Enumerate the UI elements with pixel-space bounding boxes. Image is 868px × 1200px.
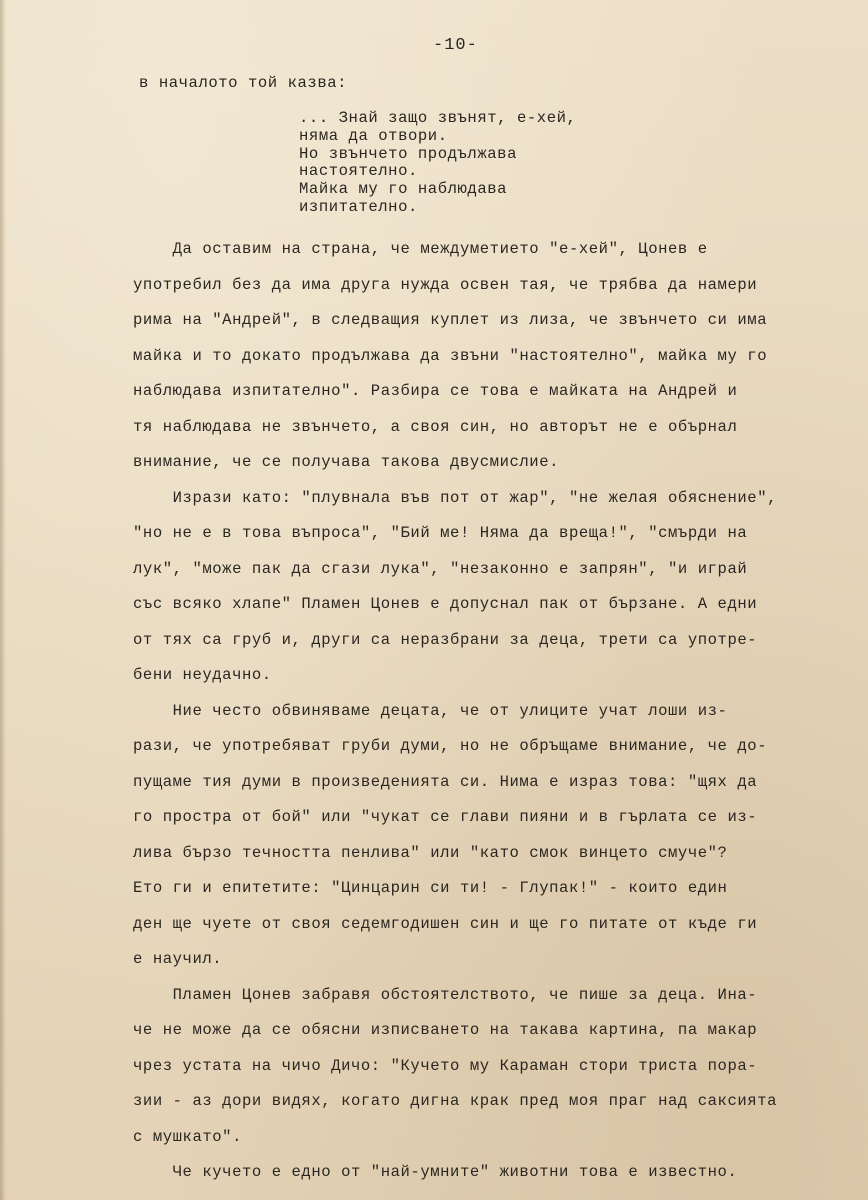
body-line: го простра от бой" или "чукат се глави пияни и в гърлата се из- [133,808,758,826]
body-line: майка и то докато продължава да звъни "настоятелно", майка му го [133,346,768,365]
body-line: пущаме тия думи в произведенията си. Нима е израз това: "щях да [133,772,758,791]
body-line: наблюдава изпитателно". Разбира се това е майката на Андрей и [133,382,738,400]
body-line: ден ще чуете от своя седемгодишен син и ще го питате от къде ги [133,914,758,933]
body-line: е научил. [133,950,223,968]
body-line: Пламен Цонев забравя обстоятелството, че пише за деца. Ина- [133,985,758,1004]
page-number: -10- [433,36,478,55]
poem-quote [299,110,576,217]
body-line: "но не е в това въпроса", "Бий ме! Няма да вреща!", "смърди на [133,524,748,542]
body-line: Ние често обвиняваме децата, че от улиците учат лоши из- [133,701,728,720]
body-line: Че кучето е едно от "най-умните" животни това е известно. [133,1163,738,1181]
body-line: с мушкато". [133,1127,242,1146]
body-line: със всяко хлапе" Пламен Цонев е допуснал пак от бързане. А едни [133,595,758,613]
poem-line: настоятелно. [299,162,418,181]
body-line: чрез устата на чичо Дичо: "Кучето му Караман стори триста пора- [133,1056,758,1075]
body-line: от тях са груб и, други са неразбрани за деца, трети са употре- [133,630,758,649]
poem-line: Майка му го наблюдава [299,180,508,199]
poem-line: изпитателно. [299,197,418,216]
body-line: рима на "Андрей", в следващия куплет из лиза, че звънчето си има [133,311,768,329]
body-line: внимание, че се получава такова двусмислие. [133,453,560,471]
body-line: че не може да се обясни изписването на такава картина, па макар [133,1021,758,1039]
body-line: Ето ги и епитетите: "Цинцарин си ти! - Глупак!" - които един [133,879,728,897]
body-line: лива бързо течността пенлива" или "като смок винцето смуче"? [133,843,728,862]
poem-line: Но звънчето продължава [299,144,517,163]
body-line: Изрази като: "плувнала във пот от жар", "не желая обяснение", [133,488,778,507]
body-line: рази, че употребяват груби думи, но не обръщаме внимание, че до- [133,737,768,755]
body-line: тя наблюдава не звънчето, а своя син, но авторът не е обърнал [133,417,738,436]
body-line: Да оставим на страна, че междуметието "е-хей", Цонев е [133,240,708,258]
body-line: зии - аз дори видях, когато дигна крак пред моя праг над саксията [133,1092,778,1110]
body-line: бени неудачно. [133,666,272,684]
body-text [133,232,853,1191]
intro-line: в началото той казва: [139,74,348,92]
body-line: употребил без да има друга нужда освен тая, че трябва да намери [133,275,758,294]
body-line: лук", "може пак да сгази лука", "незаконно е запрян", "и играй [133,559,748,578]
poem-line: ... Знай защо звънят, е-хей, [299,109,577,127]
poem-line: няма да отвори. [299,126,448,145]
